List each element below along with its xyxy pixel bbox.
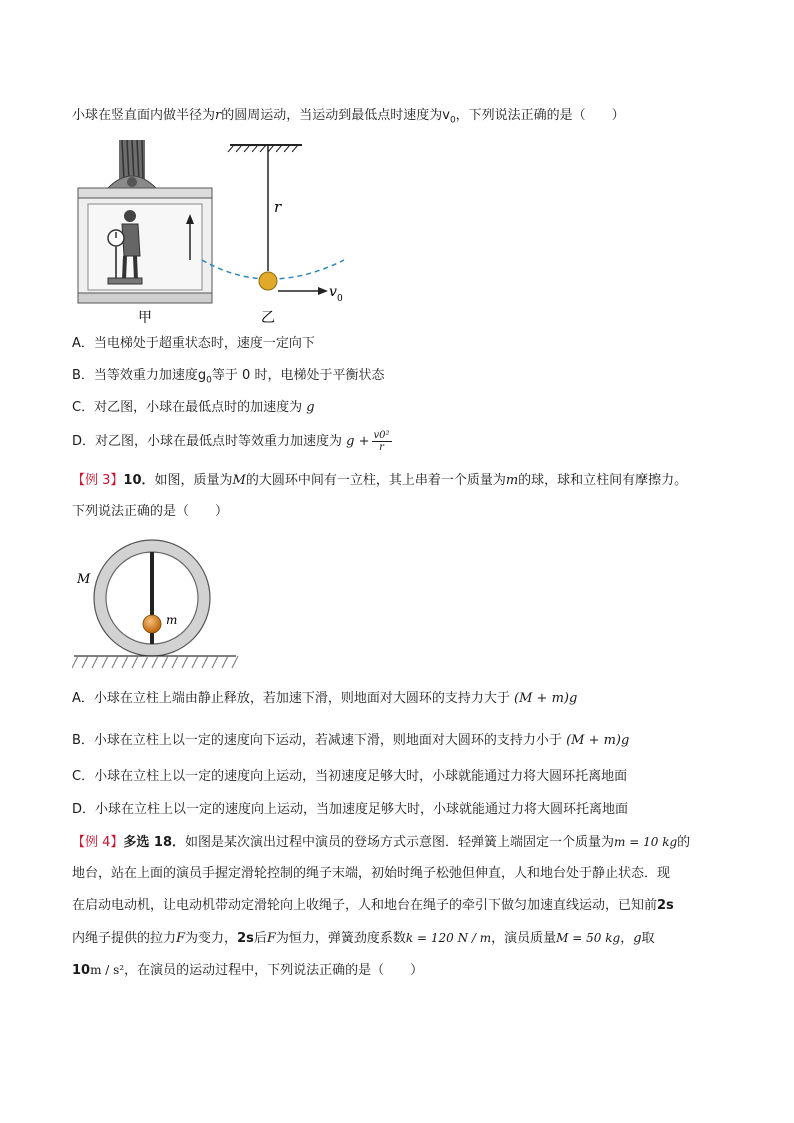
label-r: r — [274, 198, 282, 216]
ex3-num: 10． — [123, 473, 155, 488]
option-3b-math: (M + m)g — [566, 733, 630, 748]
ex4-l4-F: F — [176, 931, 186, 946]
ex4-l4-M: M = 50 kg — [556, 931, 621, 945]
ex4-l1-math: m = 10 kg — [614, 835, 678, 849]
ex4-l4-g: ， — [620, 931, 634, 946]
ex4-l5-b: ，在演员的运动过程中，下列说法正确的是（ ） — [124, 963, 424, 978]
ex4-l4-d: 后 — [253, 931, 267, 946]
intro-sub: 0 — [449, 115, 456, 126]
ex4-l4-e: 为恒力，弹簧劲度系数 — [275, 931, 406, 946]
intro-text-b: 的圆周运动，当运动到最低点时速度为v — [221, 108, 450, 123]
ex3-line1 — [72, 471, 687, 491]
ex3-text-a: 如图，质量为 — [154, 473, 233, 488]
option-3c: C．小球在立柱上以一定的速度向上运动，当初速度足够大时，小球就能通过力将大圆环托离地面 — [72, 769, 628, 784]
fig-label-m: m — [166, 613, 178, 627]
figure-ring-post — [72, 536, 242, 670]
ex4-tag: 【例 4】 — [72, 835, 124, 850]
option-3b-text: B．小球在立柱上以一定的速度向下运动，若减速下滑，则地面对大圆环的支持力小于 — [72, 733, 562, 748]
ex4-l4-b: 为变力， — [185, 931, 238, 946]
ground-hatch — [72, 656, 238, 668]
option-1d-num: v0² — [373, 430, 390, 441]
option-1d-fraction — [372, 430, 392, 453]
question-intro — [72, 106, 625, 131]
elevator-cable-icon — [108, 140, 156, 188]
ex4-l4-a: 内绳子提供的拉力 — [72, 931, 177, 946]
ex4-line4 — [72, 928, 655, 949]
label-v-sub: 0 — [337, 294, 343, 304]
ex4-l5-a: 10 — [72, 963, 91, 978]
label-yi: 乙 — [261, 310, 275, 326]
ex4-l4-h: 取 — [641, 931, 655, 946]
option-3b — [72, 731, 629, 751]
ex4-l1-b: 的 — [677, 835, 691, 850]
ex3-text-c: 的球，球和立柱间有摩擦力。 — [518, 473, 688, 488]
option-1d-den: r — [379, 442, 384, 453]
ex4-l4-k: k = 120 N / m — [405, 931, 492, 945]
ex4-l1-a: 如图是某次演出过程中演员的登场方式示意图．轻弹簧上端固定一个质量为 — [185, 835, 615, 850]
elevator-box — [78, 188, 212, 303]
ex3-text-b: 的大圆环中间有一立柱，其上串着一个质量为 — [245, 473, 506, 488]
option-3a-math: (M + m)g — [514, 691, 578, 706]
ex3-M: M — [232, 473, 246, 488]
ex4-l4-f: ，演员质量 — [491, 931, 557, 946]
label-jia: 甲 — [138, 310, 152, 326]
option-1b-pre: B．当等效重力加速度g — [72, 368, 207, 383]
option-3a-text: A．小球在立柱上端由静止释放，若加速下滑，则地面对大圆环的支持力大于 — [72, 691, 510, 706]
option-3d: D．小球在立柱上以一定的速度向上运动，当加速度足够大时，小球就能通过力将大圆环托离地面 — [72, 802, 629, 817]
ex3-tag: 【例 3】 — [72, 473, 124, 488]
ex4-l4-F2: F — [266, 931, 276, 946]
option-3a — [72, 689, 577, 709]
option-1d-pre: D．对乙图，小球在最低点时等效重力加速度为 — [72, 434, 343, 449]
option-1b — [72, 366, 384, 391]
pendulum — [202, 145, 344, 295]
option-1c-pre: C．对乙图，小球在最低点时的加速度为 — [72, 400, 303, 415]
ball — [143, 615, 161, 633]
option-1d — [72, 430, 392, 453]
option-1d-g: g + — [346, 434, 370, 449]
option-1c-g: g — [306, 400, 315, 415]
ex4-line2: 地台，站在上面的演员手握定滑轮控制的绳子末端，初始时绳子松弛但伸直，人和地台处于静止状态．现 — [72, 866, 671, 881]
fig-label-M: M — [77, 572, 91, 587]
intro-r: r — [215, 108, 222, 123]
figure-elevator-pendulum — [72, 138, 362, 328]
option-1c — [72, 398, 315, 418]
ex4-line5 — [72, 960, 423, 981]
ex4-line3 — [72, 896, 674, 916]
ex4-line1 — [72, 832, 690, 853]
ex4-l4-c: 2s — [237, 931, 254, 946]
ex4-l3-b: 2s — [657, 898, 674, 913]
option-1a: A．当电梯处于超重状态时，速度一定向下 — [72, 336, 315, 351]
ex3-m: m — [505, 473, 519, 488]
ex4-num: 多选 18． — [123, 835, 186, 850]
intro-text-a: 小球在竖直面内做半径为 — [72, 108, 216, 123]
intro-text-c: ，下列说法正确的是（ ） — [455, 108, 625, 123]
ex4-l5-unit: m / s² — [90, 963, 125, 977]
option-1b-post: 等于 0 时，电梯处于平衡状态 — [211, 368, 385, 383]
option-1b-sub: 0 — [206, 375, 212, 386]
label-v: v — [329, 284, 337, 300]
ex3-line2: 下列说法正确的是（ ） — [72, 504, 229, 519]
ex4-l3-a: 在启动电动机，让电动机带动定滑轮向上收绳子，人和地台在绳子的牵引下做匀加速直线运动，已知前 — [72, 898, 658, 913]
ex4-l4-gv: g — [633, 931, 642, 946]
